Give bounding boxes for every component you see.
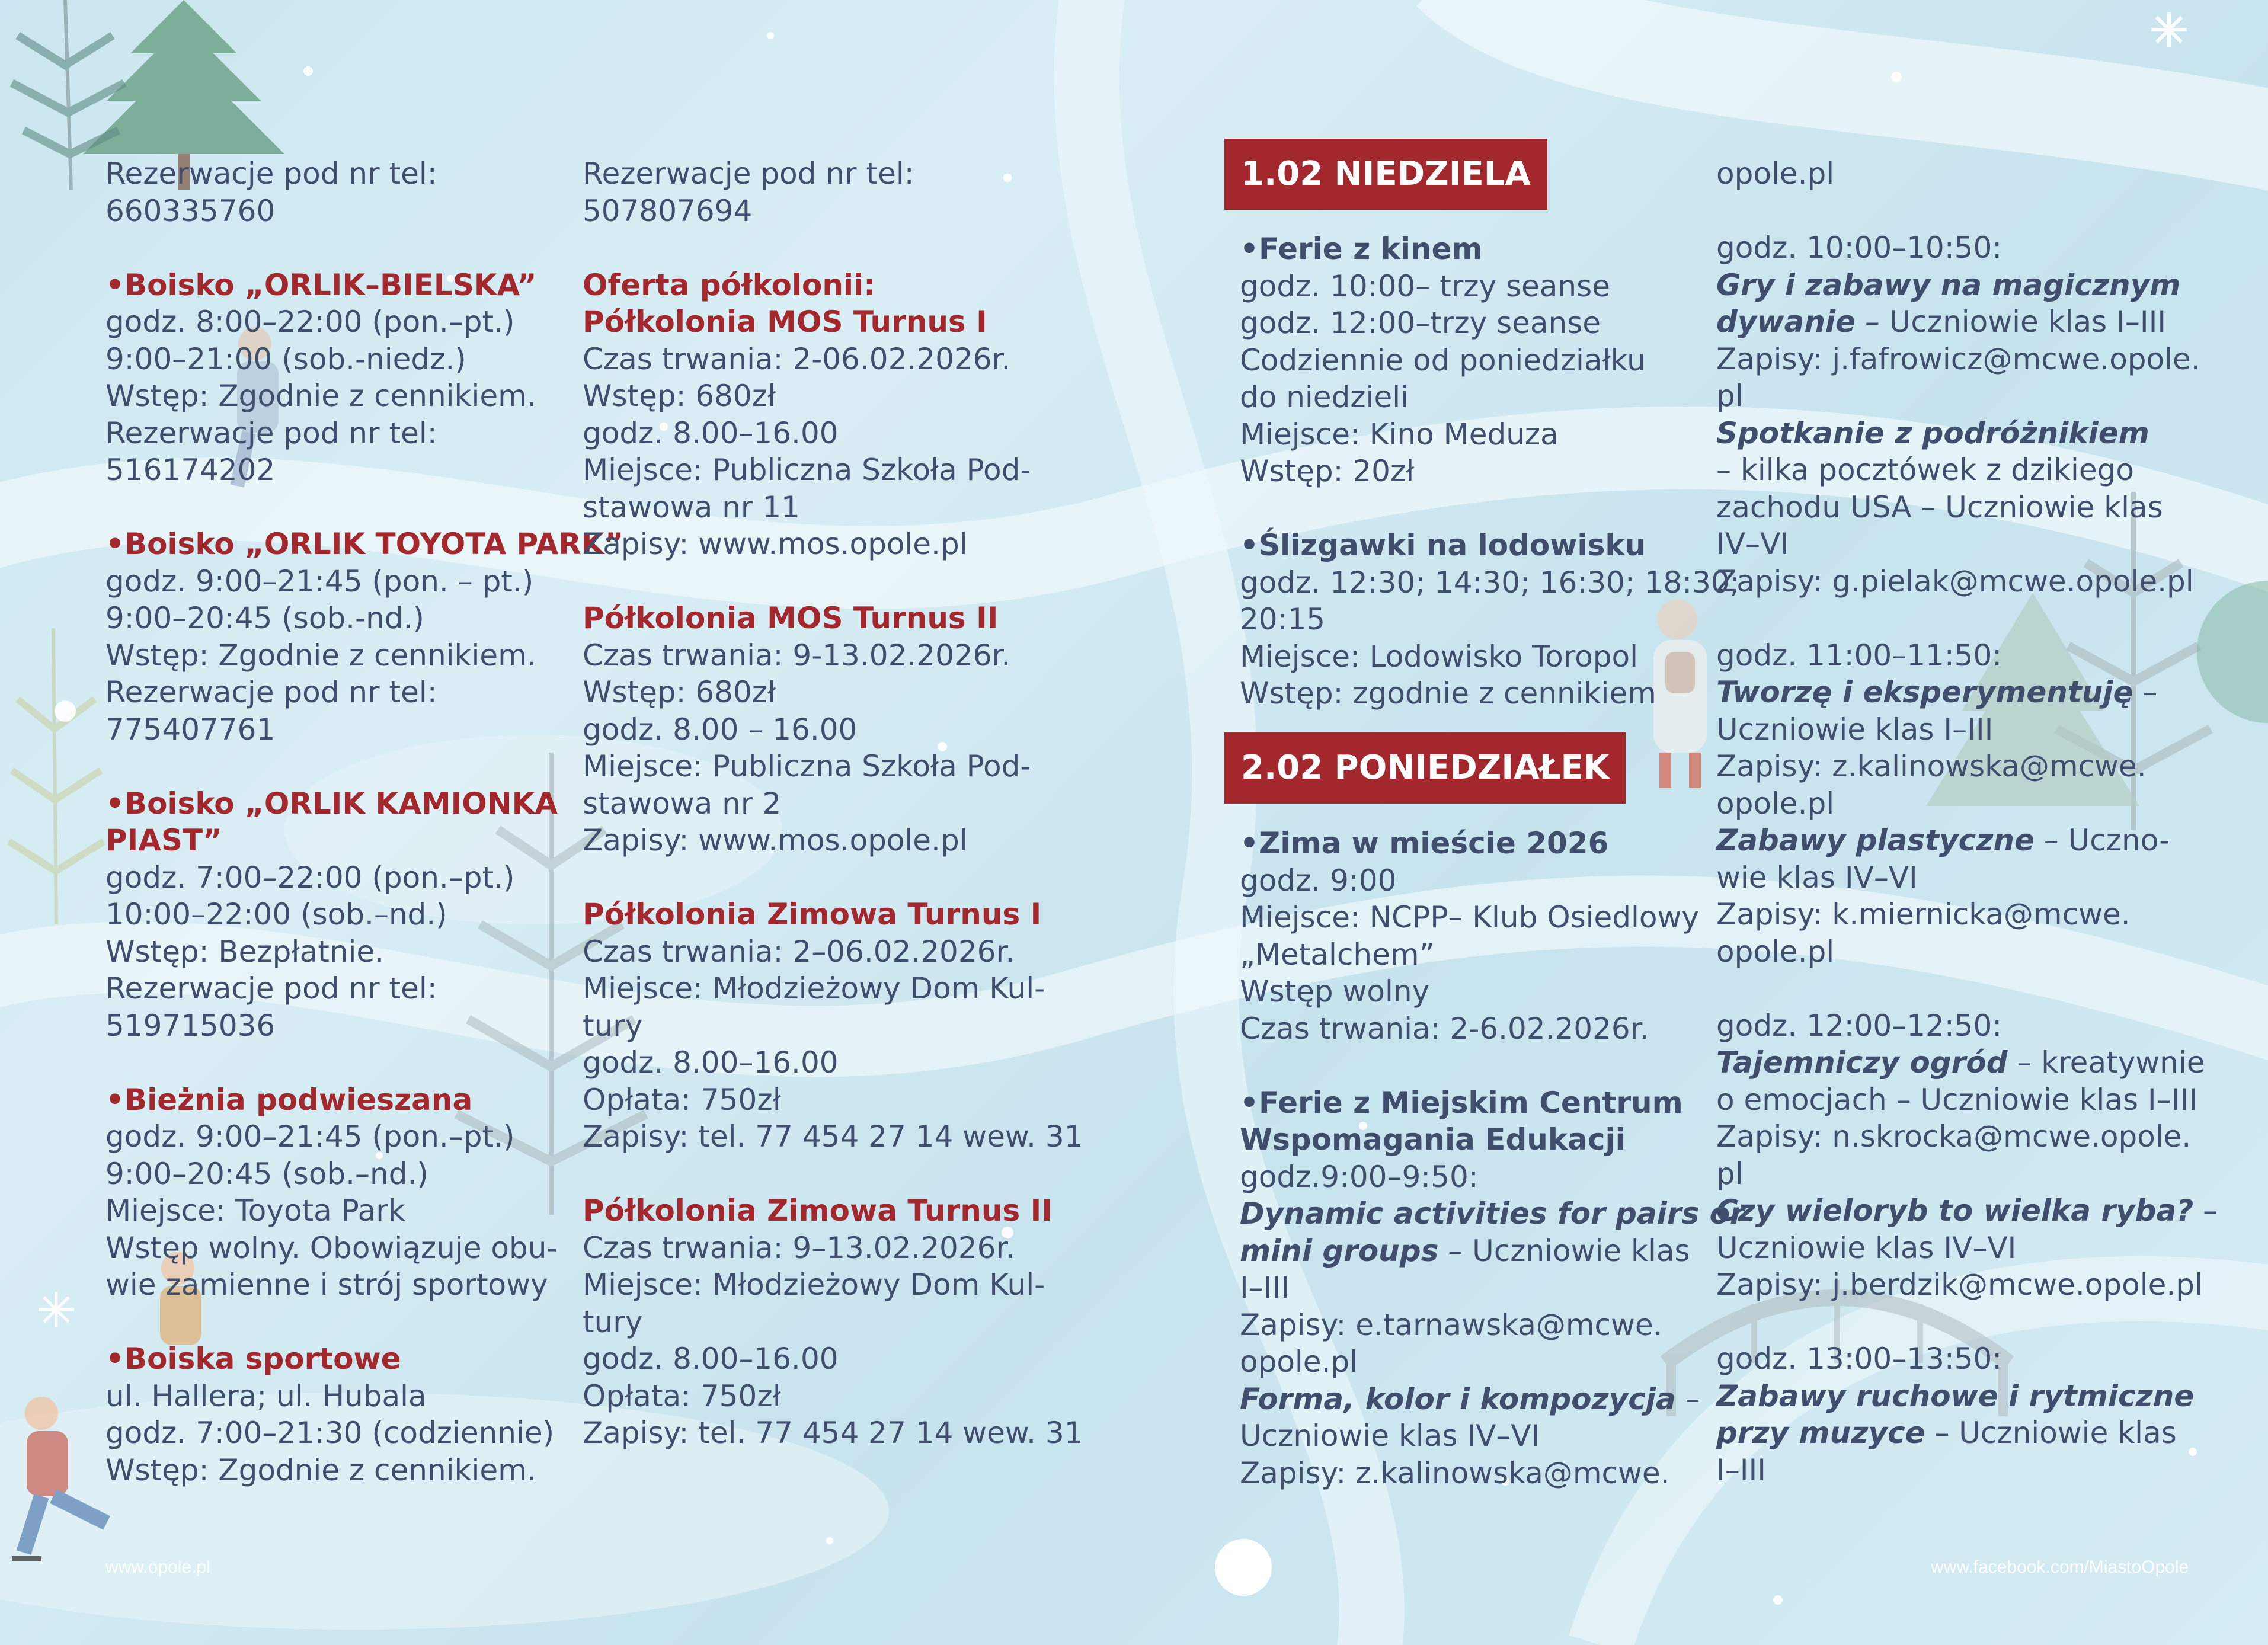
event-time: godz. 11:00–11:50:	[1716, 638, 2003, 673]
info-line: tury	[583, 1008, 643, 1043]
info-line: godz. 12:30; 14:30; 16:30; 18:30;	[1240, 565, 1740, 600]
activity-desc: – kilka pocztówek z dzikiego	[1716, 453, 2134, 487]
signup-email: Zapisy: n.skrocka@mcwe.opole.	[1716, 1119, 2192, 1154]
activity-name: Zabawy plastyczne	[1716, 823, 2035, 857]
info-line: Rezerwacje pod nr tel:	[105, 156, 437, 191]
info-line: godz. 10:00– trzy seanse	[1240, 268, 1610, 303]
activity-name: dywanie	[1716, 305, 1856, 339]
info-line: godz. 7:00–22:00 (pon.–pt.)	[105, 860, 515, 895]
event-title: •Zima w mieście 2026	[1240, 826, 1609, 860]
info-line: godz. 8.00–16.00	[583, 1045, 839, 1080]
signup-email: Zapisy: z.kalinowska@mcwe.	[1716, 749, 2147, 783]
activity-name: Forma, kolor i kompozycja	[1240, 1381, 1676, 1416]
signup-email: opole.pl	[1240, 1345, 1358, 1379]
info-line: Zapisy: tel. 77 454 27 14 wew. 31	[583, 1416, 1083, 1450]
info-line: wie zamienne i strój sportowy	[105, 1268, 548, 1302]
activity-desc: zachodu USA – Uczniowie klas	[1716, 489, 2163, 524]
day-banner-monday: 2.02 PONIEDZIAŁEK	[1224, 732, 1626, 804]
section-title: PIAST”	[105, 823, 222, 857]
section-title: •Ślizgawki na lodowisku	[1240, 528, 1646, 562]
info-line: Zapisy: www.mos.opole.pl	[583, 823, 968, 857]
signup-email: Zapisy: j.fafrowicz@mcwe.opole.	[1716, 341, 2200, 376]
info-line: Opłata: 750zł	[583, 1082, 781, 1117]
info-line: Rezerwacje pod nr tel:	[105, 415, 437, 450]
activity-name: Dynamic activities for pairs or	[1240, 1196, 1745, 1231]
signup-email: Zapisy: j.berdzik@mcwe.opole.pl	[1716, 1268, 2203, 1302]
signup-email: pl	[1716, 379, 1744, 413]
signup-email: Zapisy: z.kalinowska@mcwe.	[1240, 1455, 1670, 1490]
info-line: 9:00–20:45 (sob.–nd.)	[105, 1156, 428, 1191]
column-half-camps	[583, 155, 1083, 1452]
info-line: Wstęp: 20zł	[1240, 454, 1415, 488]
info-line: Opłata: 750zł	[583, 1378, 781, 1413]
info-line: Czas trwania: 2–06.02.2026r.	[583, 934, 1015, 969]
info-line: tury	[583, 1304, 643, 1339]
section-title: Półkolonia Zimowa Turnus I	[583, 897, 1042, 932]
event-line: „Metalchem”	[1240, 937, 1435, 972]
dash: –	[1675, 1381, 1700, 1416]
event-time: godz.9:00–9:50:	[1240, 1159, 1479, 1194]
activity-audience: Uczniowie klas IV–VI	[1240, 1419, 1540, 1453]
activity-desc: – kreatywnie	[2007, 1045, 2205, 1080]
footer-facebook-link[interactable]: www.facebook.com/MiastoOpole	[1931, 1557, 2189, 1577]
info-line: Miejsce: Lodowisko Toropol	[1240, 639, 1639, 674]
section-title: Półkolonia Zimowa Turnus II	[583, 1193, 1053, 1228]
info-line: ul. Hallera; ul. Hubala	[105, 1378, 427, 1413]
info-line: 775407761	[105, 712, 276, 747]
info-line: Codziennie od poniedziałku	[1240, 343, 1646, 377]
activity-audience: I–III	[1240, 1270, 1290, 1305]
info-line: godz. 9:00–21:45 (pon.–pt.)	[105, 1119, 515, 1154]
snowflake-icon	[39, 1292, 74, 1327]
info-line: Wstęp: 680zł	[583, 675, 776, 709]
activity-name: Czy wieloryb to wielka ryba?	[1716, 1193, 2194, 1228]
info-line: godz. 8.00–16.00	[583, 1342, 839, 1376]
info-line: godz. 12:00–trzy seanse	[1240, 306, 1601, 340]
activity-audience: – Uczniowie klas I–III	[1855, 305, 2167, 339]
signup-email: Zapisy: g.pielak@mcwe.opole.pl	[1716, 564, 2194, 599]
section-title: •Ferie z kinem	[1240, 232, 1483, 266]
info-line: Wstęp: Zgodnie z cennikiem.	[105, 1452, 536, 1487]
info-line: do niedzieli	[1240, 380, 1409, 414]
info-line: godz. 8.00–16.00	[583, 415, 839, 450]
activity-audience: – Uczniowie klas	[1438, 1233, 1690, 1268]
info-line: Wstęp: 680zł	[583, 379, 776, 413]
section-title: •Boisko „ORLIK TOYOTA PARK”	[105, 527, 624, 561]
day-banner-sunday: 1.02 NIEDZIELA	[1224, 139, 1547, 210]
event-time: godz. 12:00–12:50:	[1716, 1008, 2003, 1043]
info-line: godz. 7:00–21:30 (codziennie)	[105, 1416, 555, 1450]
section-title: •Bieżnia podwieszana	[105, 1082, 473, 1117]
activity-audience: – Uczno-	[2034, 823, 2170, 857]
info-line: godz. 8.00 – 16.00	[583, 712, 858, 747]
activity-audience: – Uczniowie klas	[1925, 1416, 2177, 1450]
info-line: 516174202	[105, 453, 276, 487]
info-line: 10:00–22:00 (sob.–nd.)	[105, 897, 447, 932]
event-line: Miejsce: NCPP– Klub Osiedlowy	[1240, 900, 1699, 934]
activity-name: Spotkanie z podróżnikiem	[1716, 415, 2149, 450]
signup-email: Zapisy: e.tarnawska@mcwe.	[1240, 1307, 1663, 1342]
event-title: Wspomagania Edukacji	[1240, 1122, 1626, 1157]
column-mcwe-activities	[1716, 155, 2218, 1489]
info-line: Wstęp: zgodnie z cennikiem	[1240, 676, 1656, 711]
info-line: Wstęp: Bezpłatnie.	[105, 934, 385, 969]
activity-audience: Uczniowie klas IV–VI	[1716, 1230, 2017, 1265]
event-line: Wstęp wolny	[1240, 974, 1430, 1009]
column-monday-events	[1240, 825, 1745, 1492]
info-line: stawowa nr 2	[583, 786, 782, 821]
activity-name: Zabawy ruchowe i rytmiczne	[1716, 1378, 2195, 1413]
info-line: 519715036	[105, 1008, 276, 1043]
info-line: 9:00–21:00 (sob.-niedz.)	[105, 341, 466, 376]
info-line: 9:00–20:45 (sob.-nd.)	[105, 601, 424, 635]
dash: –	[2133, 675, 2158, 709]
activity-name: przy muzyce	[1716, 1416, 1925, 1450]
signup-email: pl	[1716, 1156, 1744, 1191]
info-line: Rezerwacje pod nr tel:	[105, 675, 437, 709]
info-line: Rezerwacje pod nr tel:	[105, 971, 437, 1006]
info-line: Miejsce: Młodzieżowy Dom Kul-	[583, 971, 1045, 1006]
section-title: •Boiska sportowe	[105, 1342, 401, 1376]
info-line: Czas trwania: 9–13.02.2026r.	[583, 1230, 1015, 1265]
info-line: Wstęp wolny. Obowiązuje obu-	[105, 1230, 558, 1265]
section-title: Półkolonia MOS Turnus I	[583, 305, 987, 339]
section-title: Półkolonia MOS Turnus II	[583, 601, 999, 635]
info-line: stawowa nr 11	[583, 489, 800, 524]
info-line: Wstęp: Zgodnie z cennikiem.	[105, 379, 536, 413]
dash: –	[2193, 1193, 2218, 1228]
signup-email: opole.pl	[1716, 934, 1835, 969]
activity-audience: Uczniowie klas I–III	[1716, 712, 1994, 747]
event-line: godz. 9:00	[1240, 863, 1397, 898]
snowball-icon	[1215, 1539, 1272, 1596]
section-title: Oferta półkolonii:	[583, 267, 876, 302]
activity-name: Tworzę i eksperymentuję	[1716, 675, 2133, 709]
info-line: 660335760	[105, 193, 276, 228]
info-line: Zapisy: www.mos.opole.pl	[583, 527, 968, 561]
section-title: •Boisko „ORLIK–BIELSKA”	[105, 267, 537, 302]
signup-email: opole.pl	[1716, 156, 1835, 191]
info-line: godz. 9:00–21:45 (pon. – pt.)	[105, 564, 534, 599]
activity-desc: o emocjach – Uczniowie klas I–III	[1716, 1082, 2197, 1117]
signup-email: opole.pl	[1716, 786, 1835, 821]
event-line: Czas trwania: 2-6.02.2026r.	[1240, 1011, 1649, 1046]
event-title: •Ferie z Miejskim Centrum	[1240, 1085, 1683, 1120]
activity-audience: IV–VI	[1716, 527, 1789, 561]
signup-email: Zapisy: k.miernicka@mcwe.	[1716, 897, 2131, 932]
info-line: Zapisy: tel. 77 454 27 14 wew. 31	[583, 1119, 1083, 1154]
info-line: Miejsce: Publiczna Szkoła Pod-	[583, 749, 1031, 783]
section-title: •Boisko „ORLIK KAMIONKA	[105, 786, 558, 821]
info-line: godz. 8:00–22:00 (pon.–pt.)	[105, 305, 515, 339]
activity-audience: I–III	[1716, 1452, 1766, 1487]
activity-name: Tajemniczy ogród	[1716, 1045, 2008, 1080]
activity-name: mini groups	[1240, 1233, 1439, 1268]
info-line: 507807694	[583, 193, 753, 228]
info-line: Czas trwania: 2-06.02.2026r.	[583, 341, 1011, 376]
activity-name: Gry i zabawy na magicznym	[1716, 267, 2181, 302]
info-line: Czas trwania: 9-13.02.2026r.	[583, 638, 1011, 673]
info-line: Wstęp: Zgodnie z cennikiem.	[105, 638, 536, 673]
pine-tree-icon	[9, 628, 104, 924]
event-time: godz. 13:00–13:50:	[1716, 1342, 2003, 1376]
info-line: Miejsce: Toyota Park	[105, 1193, 405, 1228]
snowflake-icon	[2151, 12, 2187, 47]
info-line: Miejsce: Młodzieżowy Dom Kul-	[583, 1268, 1045, 1302]
info-line: 20:15	[1240, 602, 1326, 636]
footer-website-link[interactable]: www.opole.pl	[105, 1557, 210, 1577]
activity-audience: wie klas IV–VI	[1716, 860, 1918, 895]
info-line: Rezerwacje pod nr tel:	[583, 156, 914, 191]
event-time: godz. 10:00–10:50:	[1716, 231, 2003, 265]
info-line: Miejsce: Publiczna Szkoła Pod-	[583, 453, 1031, 487]
info-line: Miejsce: Kino Meduza	[1240, 417, 1559, 452]
